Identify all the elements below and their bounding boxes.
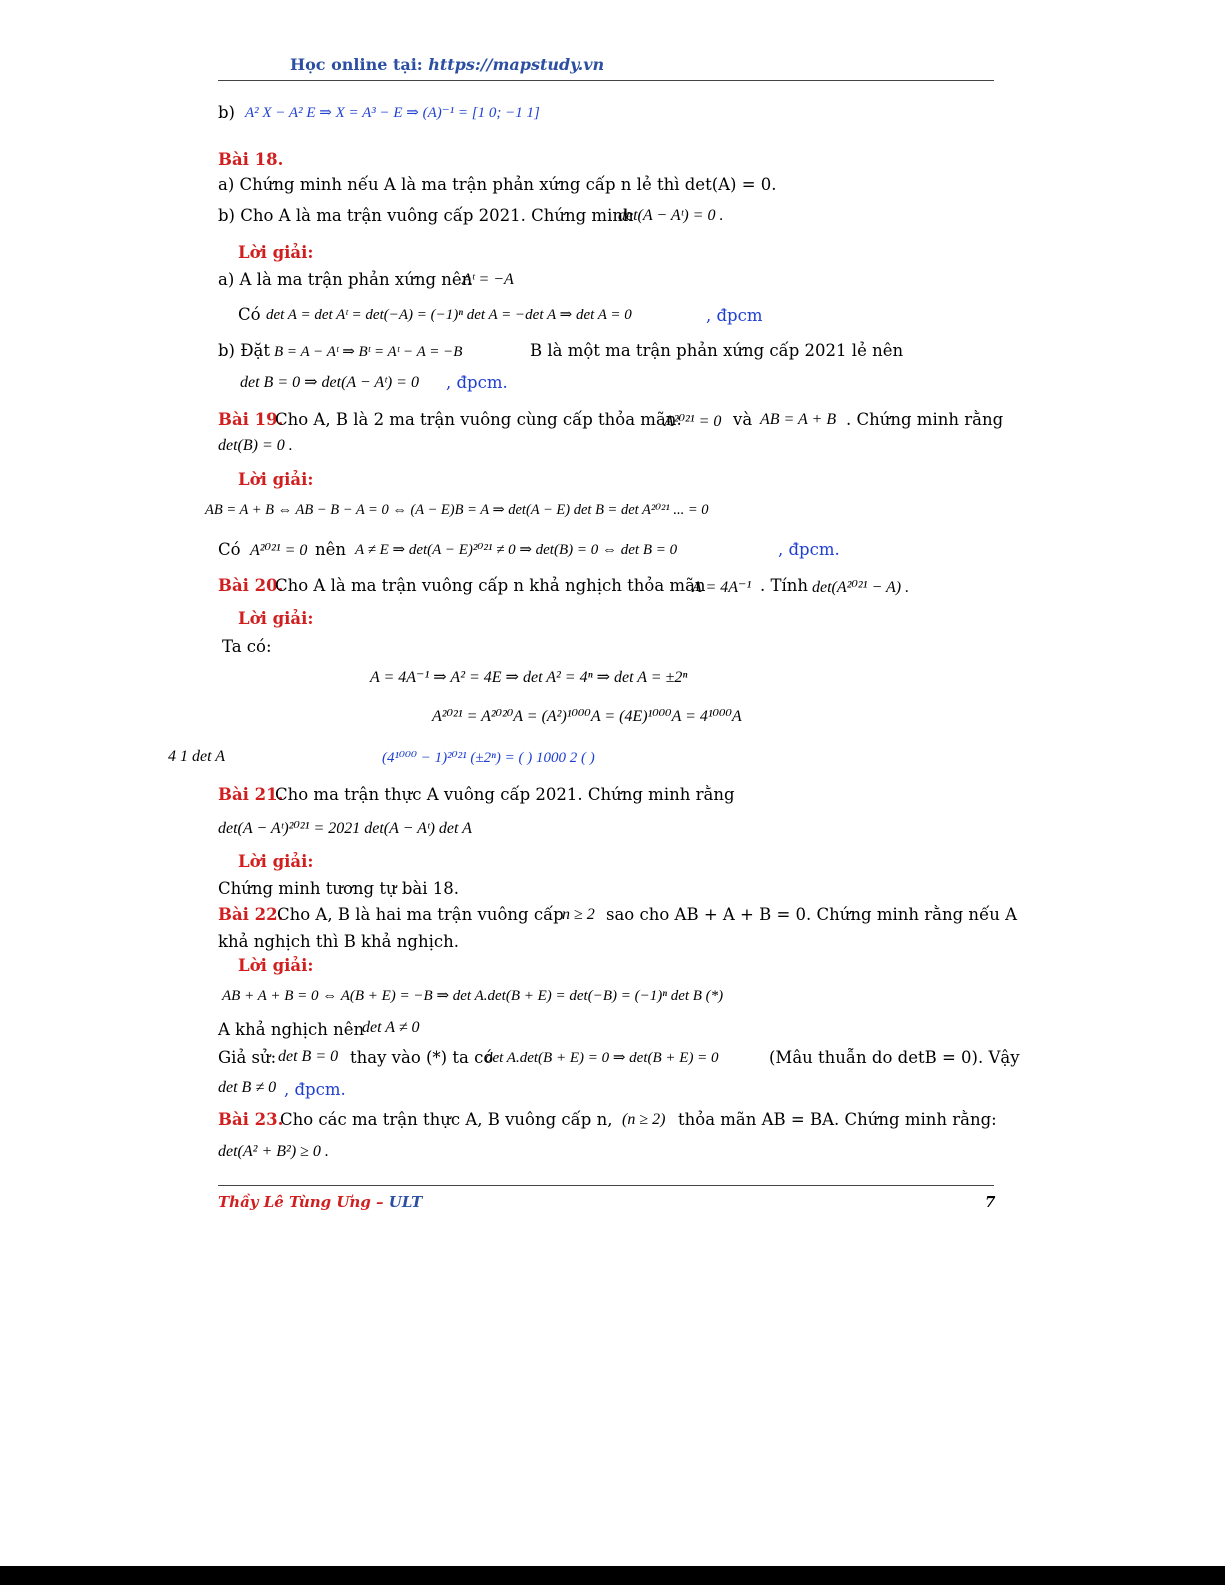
formula-result-prefix: 4 1 det A (168, 748, 226, 765)
exercise-23-title: Bài 23. (218, 1110, 284, 1129)
formula-n-ge-2: n ≥ 2 (562, 906, 595, 923)
formula-det-b: det(B) = 0 . (218, 437, 293, 454)
solution-21-heading: Lời giải: (238, 852, 314, 871)
exercise-23-text: Cho các ma trận thực A, B vuông cấp n, (280, 1110, 613, 1129)
solution-22-contradiction: (Mâu thuẫn do detB = 0). Vậy (769, 1048, 1020, 1067)
exercise-19-and: và (733, 410, 753, 429)
header-url[interactable]: https://mapstudy.vn (428, 55, 605, 74)
formula-det-a-minus-at: det(A − Aᵗ) = 0 . (618, 207, 724, 224)
formula-a-4ainv: A = 4A⁻¹ (692, 579, 752, 596)
footer-author: Thầy Lê Tùng Ưng – (218, 1193, 384, 1211)
item-label-b: b) (218, 103, 235, 122)
formula-skew: Aᵗ = −A (462, 271, 514, 288)
formula-contradiction: det A.det(B + E) = 0 ⇒ det(B + E) = 0 (485, 1050, 719, 1066)
exercise-18-b: b) Cho A là ma trận vuông cấp 2021. Chứng minh (218, 206, 634, 225)
qed-19: , đpcm. (778, 540, 840, 559)
page-header (290, 55, 604, 74)
solution-22-heading: Lời giải: (238, 956, 314, 975)
exercise-22-text-cont: sao cho AB + A + B = 0. Chứng minh rằng nếu A (606, 905, 1018, 924)
formula-solution-19-conclusion: A ≠ E ⇒ det(A − E)²⁰²¹ ≠ 0 ⇒ det(B) = 0 ⇔ det B = 0 (355, 542, 678, 558)
exercise-18-title: Bài 18. (218, 150, 284, 169)
formula-det-b-nonzero: det B ≠ 0 (218, 1079, 277, 1096)
exercise-22-text-line2: khả nghịch thì B khả nghịch. (218, 932, 459, 951)
exercise-22-text: Cho A, B là hai ma trận vuông cấp (277, 905, 564, 924)
formula-solution-19-main: AB = A + B ⇔ AB − B − A = 0 ⇔ (A − E)B = A ⇒ det(A − E) det B = det A²⁰²¹ ... = 0 (205, 502, 709, 518)
solution-22-substitute: thay vào (*) ta có (350, 1048, 494, 1067)
exercise-21-text: Cho ma trận thực A vuông cấp 2021. Chứng minh rằng (275, 785, 735, 804)
bottom-bar (0, 1566, 1225, 1585)
exercise-21-title: Bài 21. (218, 785, 284, 804)
solution-22-assume: Giả sử: (218, 1048, 277, 1067)
formula-det-a2021-minus-a: det(A²⁰²¹ − A) . (812, 579, 910, 596)
formula-det-a-nonzero: det A ≠ 0 (362, 1019, 420, 1036)
solution-18-co: Có (238, 305, 261, 324)
formula-exercise-23: det(A² + B²) ≥ 0 . (218, 1143, 329, 1160)
solution-18-b-text: b) Đặt (218, 341, 271, 360)
solution-20-heading: Lời giải: (238, 609, 314, 628)
header-label: Học online tại: (290, 55, 423, 74)
formula-inverse: A² X − A² E ⇒ X = A³ − E ⇒ (A)⁻¹ = [1 0; −1 1] (245, 105, 540, 121)
exercise-22-title: Bài 22. (218, 905, 284, 924)
formula-det-a-zero: det A = det Aᵗ = det(−A) = (−1)ⁿ det A = −det A ⇒ det A = 0 (266, 307, 632, 323)
solution-20-taco: Ta có: (222, 637, 272, 656)
formula-a2021-zero: A²⁰²¹ = 0 (664, 413, 722, 430)
formula-ab-sum: AB = A + B (760, 411, 837, 428)
solution-19-nen: nên (315, 540, 347, 559)
exercise-20-text: Cho A là ma trận vuông cấp n khả nghịch thỏa mãn (275, 576, 706, 595)
formula-det-b-zero-2: det B = 0 (278, 1048, 339, 1065)
footer-rule (218, 1185, 994, 1186)
exercise-19-prove: . Chứng minh rằng (846, 410, 1004, 429)
solution-21-text: Chứng minh tương tự bài 18. (218, 879, 460, 898)
formula-solution-22-main: AB + A + B = 0 ⇔ A(B + E) = −B ⇒ det A.det(B + E) = det(−B) = (−1)ⁿ det B (*) (222, 988, 724, 1004)
formula-det-a-pm: A = 4A⁻¹ ⇒ A² = 4E ⇒ det A² = 4ⁿ ⇒ det A = ±2ⁿ (370, 669, 688, 686)
solution-19-co: Có (218, 540, 241, 559)
solution-22-invertible: A khả nghịch nên (218, 1020, 365, 1039)
solution-19-heading: Lời giải: (238, 470, 314, 489)
page-footer (218, 1193, 422, 1211)
qed-18b: , đpcm. (446, 373, 508, 392)
formula-b-def: B = A − Aᵗ ⇒ Bᵗ = Aᵗ − A = −B (274, 344, 463, 360)
qed-18a: , đpcm (706, 306, 763, 325)
exercise-20-compute: . Tính (760, 576, 809, 595)
exercise-20-title: Bài 20. (218, 576, 284, 595)
formula-n-ge-2-b: (n ≥ 2) (622, 1111, 666, 1128)
formula-det-b-zero: det B = 0 ⇒ det(A − Aᵗ) = 0 (240, 374, 419, 391)
exercise-19-text: Cho A, B là 2 ma trận vuông cùng cấp thỏa mãn: (275, 410, 682, 429)
exercise-23-text-cont: thỏa mãn AB = BA. Chứng minh rằng: (678, 1110, 997, 1129)
exercise-18-a: a) Chứng minh nếu A là ma trận phản xứng cấp n lẻ thì det(A) = 0. (218, 175, 777, 194)
exercise-19-title: Bài 19. (218, 410, 284, 429)
footer-brand: ULT (388, 1193, 423, 1211)
qed-22: , đpcm. (284, 1080, 346, 1099)
formula-result: (4¹⁰⁰⁰ − 1)²⁰²¹ (±2ⁿ) = ( ) 1000 2 ( ) (382, 750, 595, 766)
solution-18-b-cont: B là một ma trận phản xứng cấp 2021 lẻ nên (530, 341, 904, 360)
header-rule (218, 80, 994, 81)
solution-18-a-text: a) A là ma trận phản xứng nên (218, 270, 473, 289)
formula-a2021-expansion: A²⁰²¹ = A²⁰²⁰A = (A²)¹⁰⁰⁰A = (4E)¹⁰⁰⁰A = 4¹⁰⁰⁰A (432, 708, 742, 725)
formula-exercise-21: det(A − Aᵗ)²⁰²¹ = 2021 det(A − Aᵗ) det A (218, 820, 472, 837)
formula-a2021-zero-2: A²⁰²¹ = 0 (250, 542, 308, 559)
solution-18-heading: Lời giải: (238, 243, 314, 262)
page-number: 7 (985, 1193, 996, 1211)
